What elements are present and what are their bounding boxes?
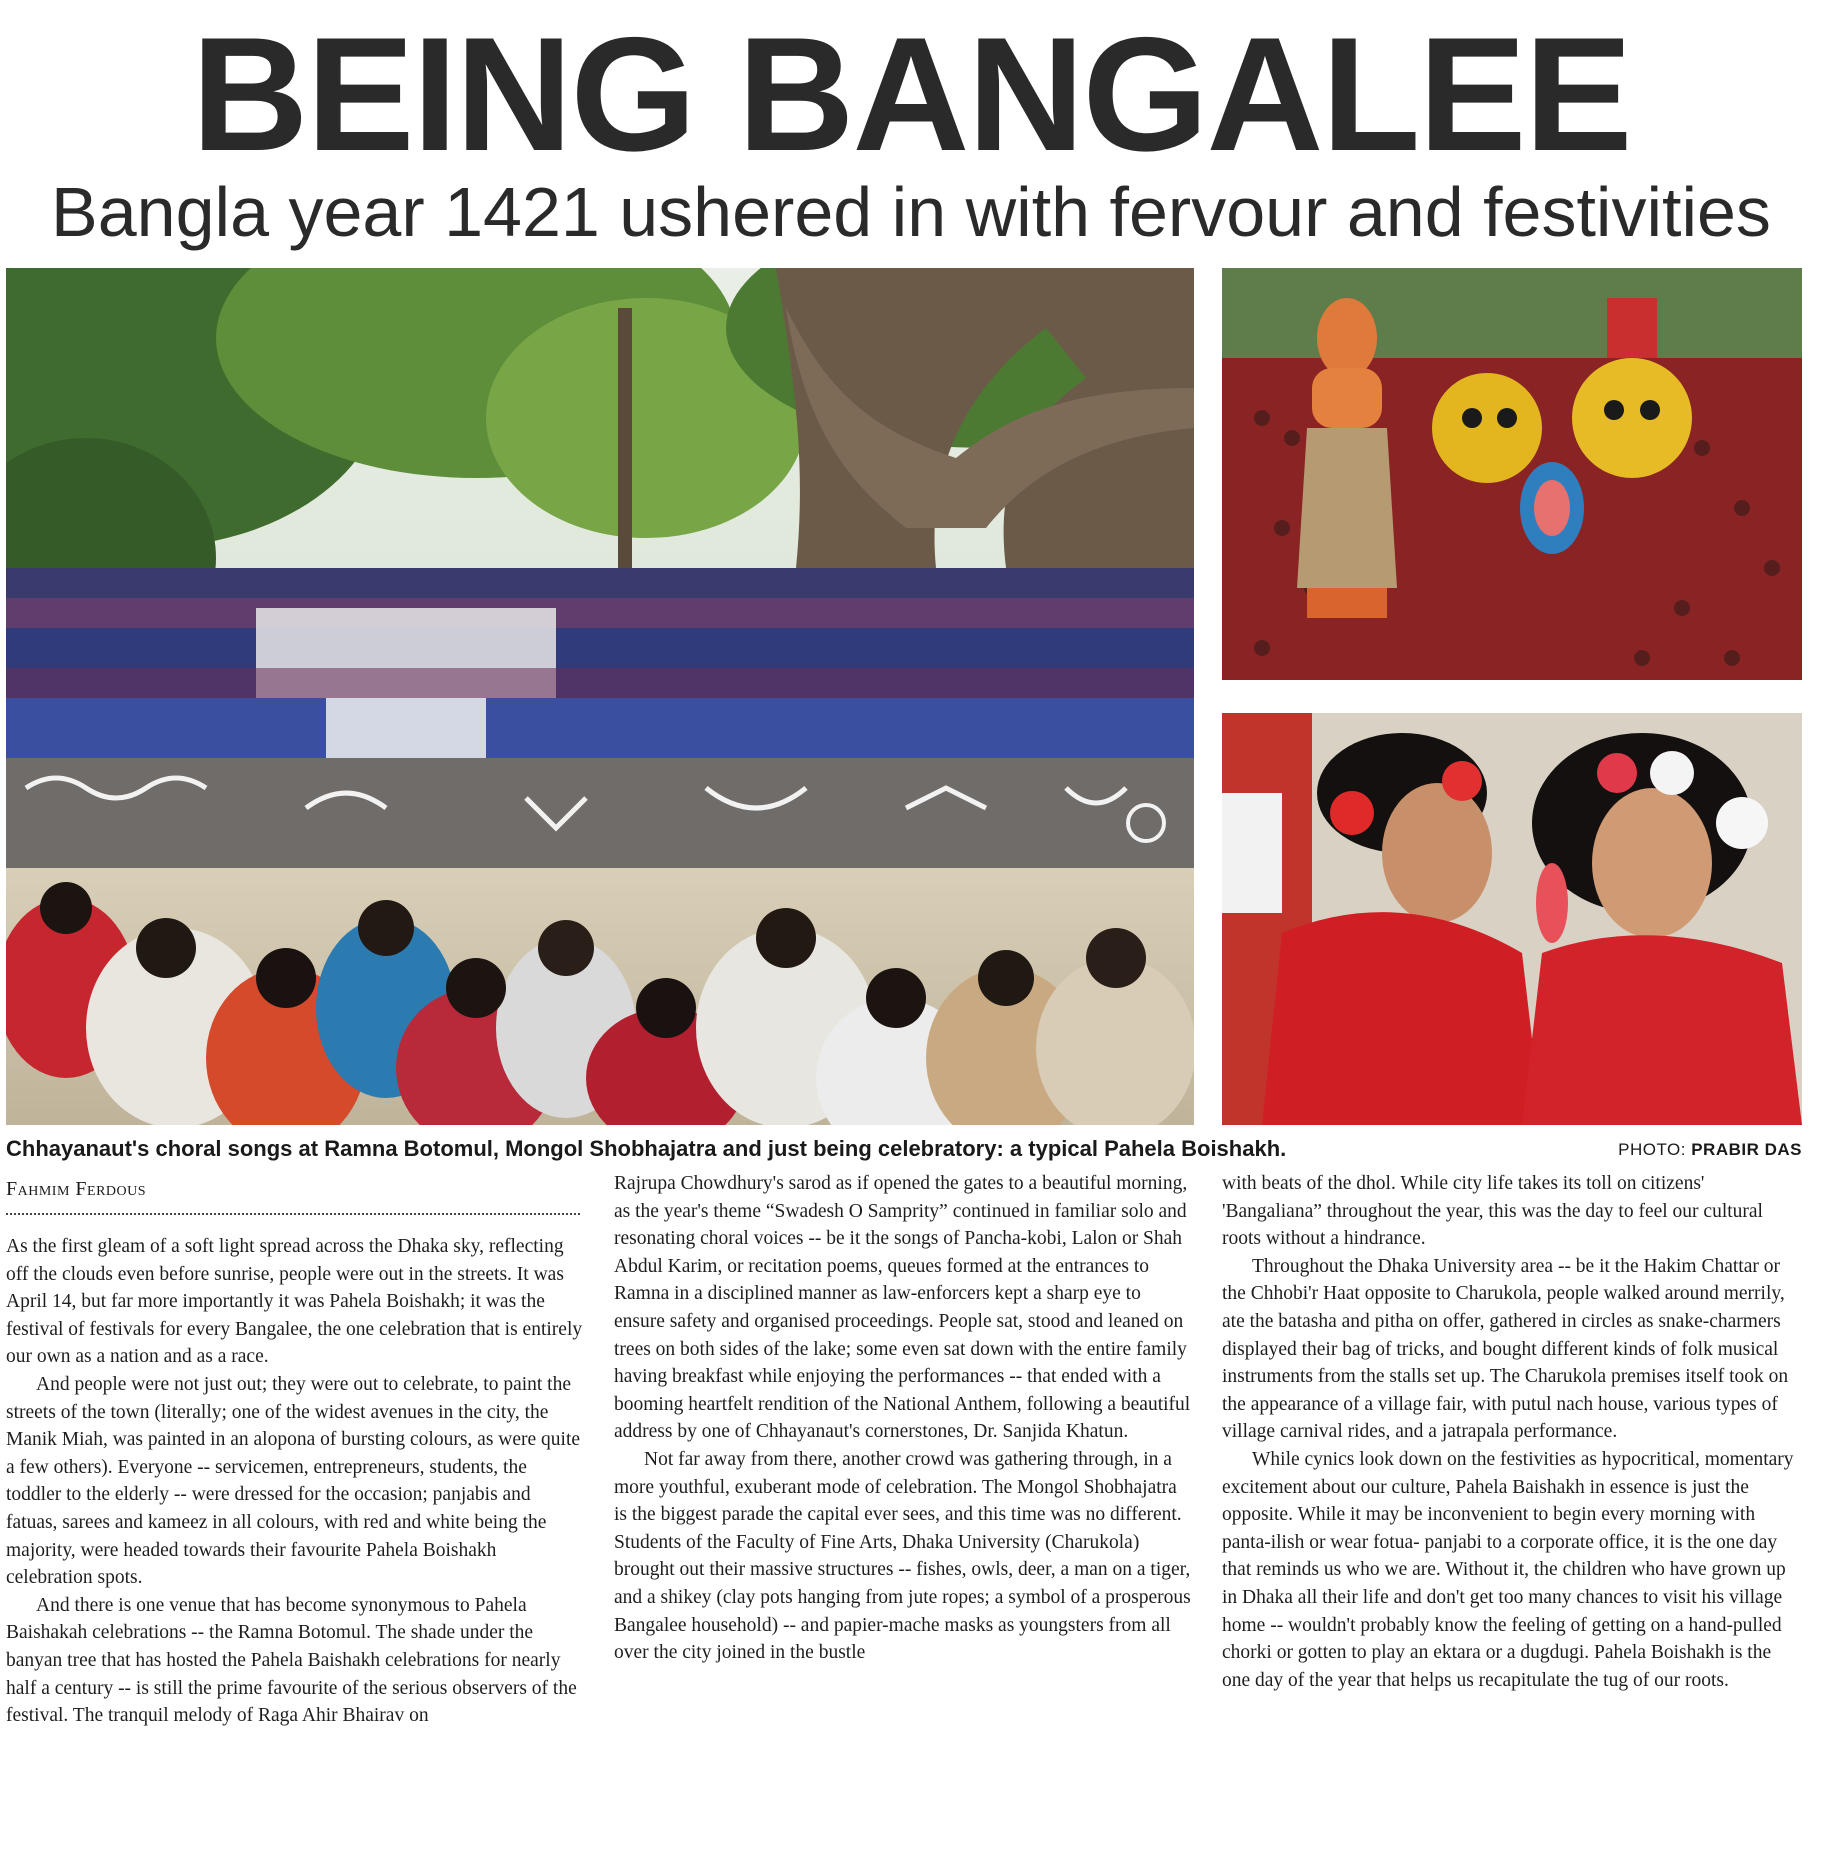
subheadline: Bangla year 1421 ushered in with fervour and festivities <box>51 173 1771 251</box>
article-paragraph: While cynics look down on the festivities as hypocritical, momentary excitement about our culture, Pahela Baishakh in essence is just the opposite. While it may be inconvenient to begin every morning with panta-ilish or wear fotua- panjabi to a corporate office, it is the one day that reminds us who we are. Without it, the children who have grown up in Dhaka all their life and don't get too many chances to visit his village home -- wouldn't probably know the feeling of getting on a hand-pulled chorki or gotten to play an ektara or a dugdugi. Pahela Boishakh is the one day of the year that helps us recapitulate the tug of our roots. <box>1222 1448 1794 1691</box>
article-column-1 <box>6 1233 586 1841</box>
choir-photo <box>6 268 1194 1125</box>
choir-photo-illustration <box>6 268 1194 1125</box>
photo-credit-name: PRABIR DAS <box>1691 1140 1802 1159</box>
women-photo <box>1222 713 1802 1125</box>
article-column-3 <box>1222 1170 1802 1842</box>
article-paragraph: And people were not just out; they were out to celebrate, to paint the streets of the town (literally; one of the widest avenues in the city, the Manik Miah, was painted in an alopona of bursting colours, as were quite a few others). Everyone -- servicemen, entrepreneurs, students, the toddler to the elderly -- were dressed for the occasion; panjabis and fatuas, sarees and kameez in all colours, with red and white being the majority, were headed towards their favourite Pahela Boishakh celebration spots. <box>6 1373 581 1589</box>
article-column-2 <box>614 1170 1194 1842</box>
photo-credit <box>1618 1138 1802 1162</box>
byline: Fahmim Ferdous <box>6 1175 580 1215</box>
parade-photo <box>1222 268 1802 680</box>
photo-caption: Chhayanaut's choral songs at Ramna Botomul, Mongol Shobhajatra and just being celebratory: a typical Pahela Boishakh. <box>6 1136 1287 1161</box>
article-paragraph: with beats of the dhol. While city life takes its toll on citizens' 'Bangaliana” throughout the year, this was the day to feel our cultural roots without a hindrance. <box>1222 1173 1763 1250</box>
photo-credit-label: PHOTO: <box>1618 1140 1692 1159</box>
article-paragraph: Throughout the Dhaka University area -- be it the Hakim Chattar or the Chhobi'r Haat opposite to Charukola, people walked around merrily, ate the batasha and pitha on offer, gathered in circles as snake-charmers displayed their bag of tricks, and bought different kinds of folk musical instruments from the stalls set up. The Charukola premises itself took on the appearance of a village fair, with putul nach house, various types of village carnival rides, and a jatrapala performance. <box>1222 1255 1789 1443</box>
headline: BEING BANGALEE <box>191 4 1631 185</box>
article-paragraph: Not far away from there, another crowd was gathering through, in a more youthful, exuberant mode of celebration. The Mongol Shobhajatra is the biggest parade the capital ever sees, and this time was no different. Students of the Faculty of Fine Arts, Dhaka University (Charukola) brought out their massive structures -- fishes, owls, deer, a man on a tiger, and a shikey (clay pots hanging from jute ropes; a symbol of a prosperous Bangalee household) -- and papier-mache masks as youngsters from all over the city joined in the bustle <box>614 1448 1191 1664</box>
article-paragraph: Rajrupa Chowdhury's sarod as if opened the gates to a beautiful morning, as the year's theme “Swadesh O Samprity” continued in familiar solo and resonating choral voices -- be it the songs of Pancha-kobi, Lalon or Shah Abdul Karim, or recitation poems, queues formed at the entrances to Ramna in a disciplined manner as law-enforcers kept a sharp eye to ensure safety and organised proceedings. People sat, stood and leaned on trees on both sides of the lake; some even sat down with the entire family having breakfast while enjoying the performances -- that ended with a booming heartfelt rendition of the National Anthem, following a beautiful address by one of Chhayanaut's cornerstones, Dr. Sanjida Khatun. <box>614 1173 1191 1443</box>
article-paragraph: As the first gleam of a soft light spread across the Dhaka sky, reflecting off the clouds even before sunrise, people were out in the streets. It was April 14, but far more importantly it was Pahela Boishakh; it was the festival of festivals for every Bangalee, the one celebration that is entirely our own as a nation and as a race. <box>6 1236 583 1368</box>
women-photo-illustration <box>1222 713 1802 1125</box>
article-paragraph: And there is one venue that has become synonymous to Pahela Baishakah celebrations -- the Ramna Botomul. The shade under the banyan tree that has hosted the Pahela Baishakh celebrations for nearly half a century -- is still the prime favourite of the serious observers of the festival. The tranquil melody of Raga Ahir Bhairav on <box>6 1594 577 1727</box>
parade-photo-illustration <box>1222 268 1802 680</box>
